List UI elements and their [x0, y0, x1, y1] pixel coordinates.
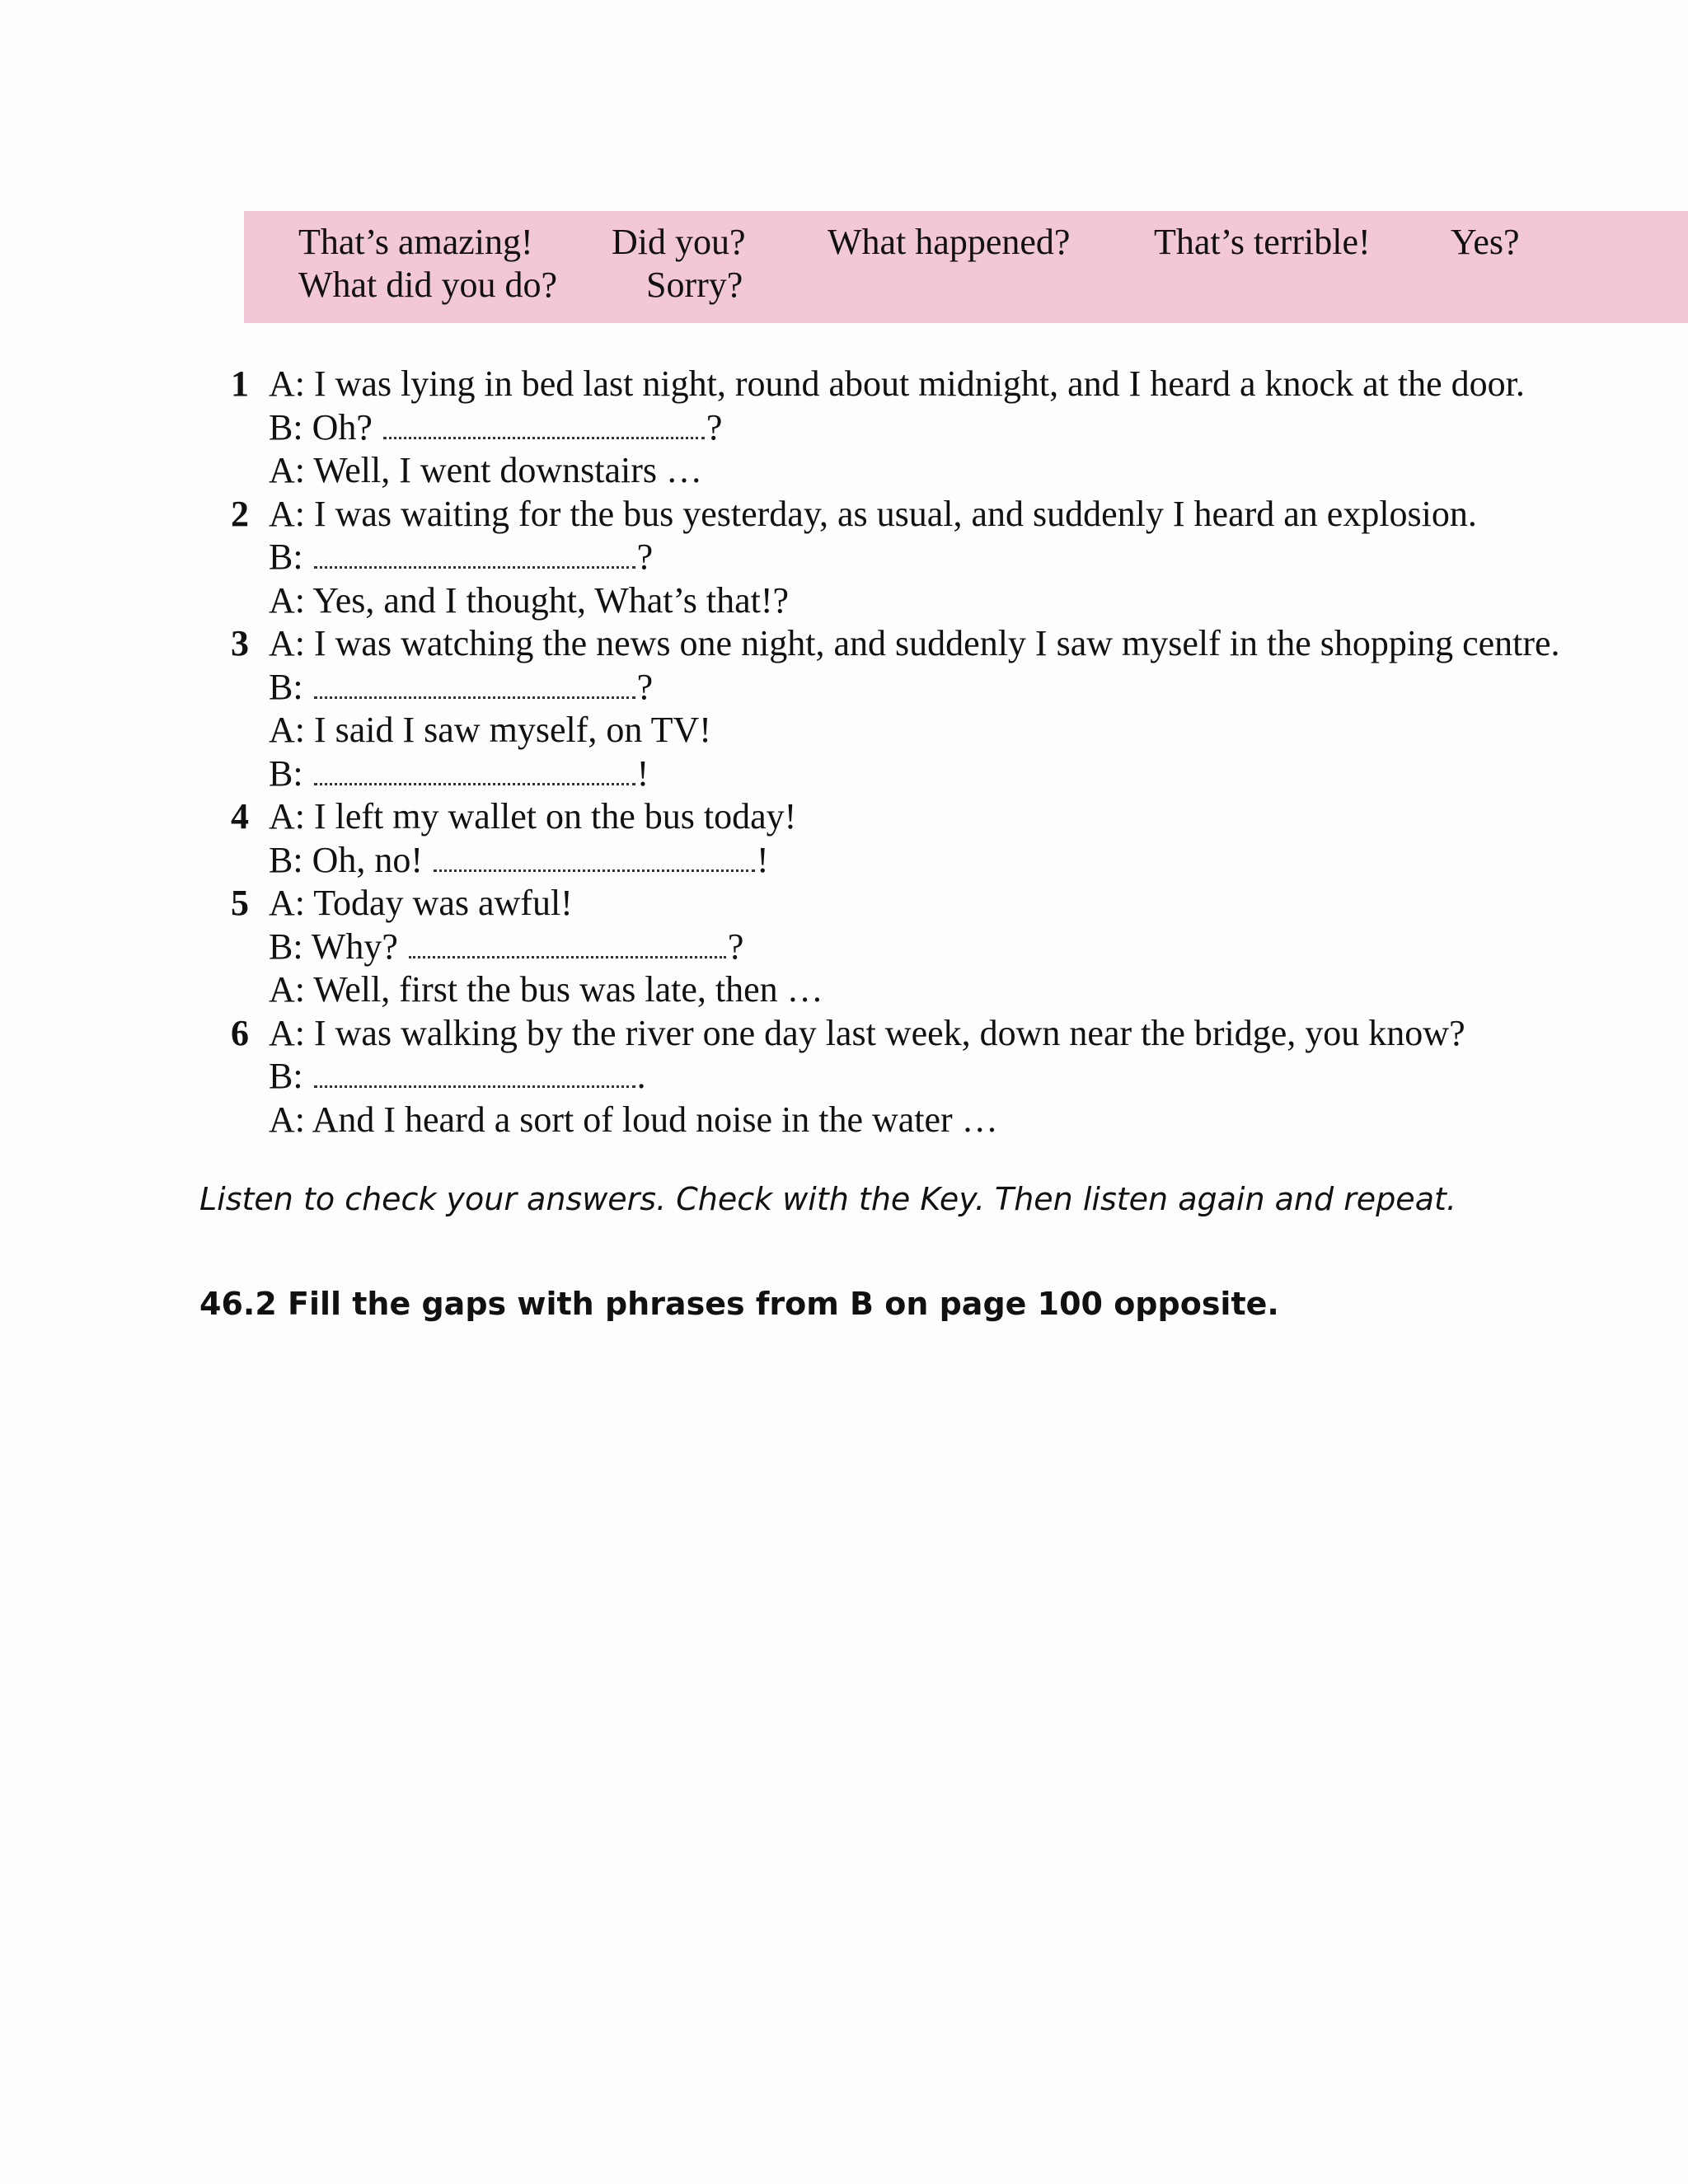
line-text: I was watching the news one night, and suddenly I saw myself in the shopping centre. [314, 623, 1560, 663]
answer-gap[interactable] [314, 670, 635, 699]
speaker-label: B: [269, 537, 303, 577]
item-number: 5 [231, 883, 249, 923]
dialogue-line [223, 839, 1673, 883]
speaker-label: B: [269, 839, 303, 880]
dialogue-line [223, 493, 1673, 537]
item-number: 1 [231, 363, 249, 404]
dialogue-line [223, 406, 1673, 450]
line-content [269, 449, 702, 493]
gap-punctuation: ! [757, 839, 769, 880]
item-number: 6 [231, 1012, 249, 1053]
line-content [269, 752, 649, 796]
phrase: Yes? [1451, 222, 1520, 262]
line-content [269, 363, 1525, 406]
speaker-label: B: [269, 926, 303, 967]
dialogue-line [223, 882, 1673, 926]
dialogue-line [223, 795, 1673, 839]
line-text: Today was awful! [313, 883, 573, 923]
line-content [269, 406, 722, 450]
gap-punctuation: ? [636, 666, 654, 707]
speaker-label: A: [269, 710, 305, 750]
line-content [269, 968, 823, 1012]
line-content [269, 926, 743, 969]
item-number: 2 [231, 493, 249, 534]
speaker-label: A: [269, 1012, 305, 1053]
line-text: Oh, no! [312, 839, 424, 880]
line-content [269, 622, 1560, 666]
line-text: I was walking by the river one day last week, down near the bridge, you know? [314, 1012, 1465, 1053]
line-text: And I heard a sort of loud noise in the water … [312, 1099, 998, 1140]
item-number: 3 [231, 623, 249, 663]
dialogue-line [223, 1055, 1673, 1099]
dialogue-line [223, 449, 1673, 493]
task-heading: 46.2 Fill the gaps with phrases from B on page 100 opposite. [199, 1286, 1279, 1322]
line-content [269, 493, 1477, 537]
gap-punctuation: ? [706, 406, 723, 448]
dialogue-line [223, 709, 1673, 752]
phrase: That’s amazing! [298, 222, 533, 262]
phrase: Sorry? [646, 265, 743, 305]
speaker-label: A: [269, 450, 305, 490]
line-text: I was waiting for the bus yesterday, as usual, and suddenly I heard an explosion. [314, 493, 1477, 534]
speaker-label: A: [269, 796, 305, 837]
speaker-label: A: [269, 579, 305, 621]
phrase: Did you? [612, 222, 746, 262]
dialogue-line [223, 752, 1673, 796]
phrase: That’s terrible! [1154, 222, 1371, 262]
line-content [269, 536, 653, 579]
dialogue-line [223, 622, 1673, 666]
line-text: Well, first the bus was late, then … [313, 969, 823, 1010]
line-content [269, 882, 573, 926]
gap-punctuation: ? [727, 926, 744, 967]
phrase: What did you do? [298, 265, 558, 305]
dialogue-line [223, 926, 1673, 969]
speaker-label: A: [269, 883, 305, 923]
item-number: 4 [231, 796, 249, 837]
speaker-label: A: [269, 493, 305, 534]
dialogue-line [223, 968, 1673, 1012]
dialogue-line [223, 579, 1673, 623]
dialogue-line [223, 536, 1673, 579]
gap-punctuation: ? [636, 537, 654, 577]
speaker-label: A: [269, 969, 305, 1010]
dialogue-exercise [223, 363, 1673, 1141]
line-text: Why? [311, 926, 398, 967]
line-content [269, 1055, 646, 1099]
line-content [269, 1012, 1465, 1056]
speaker-label: B: [269, 406, 303, 448]
speaker-label: B: [269, 1056, 303, 1096]
speaker-label: B: [269, 666, 303, 707]
dialogue-line [223, 1099, 1673, 1142]
answer-gap[interactable] [314, 540, 635, 569]
line-text: I said I saw myself, on TV! [314, 710, 711, 750]
speaker-label: B: [269, 752, 303, 794]
dialogue-line [223, 1012, 1673, 1056]
line-content [269, 666, 653, 710]
speaker-label: A: [269, 363, 305, 404]
line-content [269, 839, 769, 883]
line-content [269, 579, 789, 623]
line-content [269, 709, 711, 752]
line-text: Yes, and I thought, What’s that!? [312, 579, 790, 621]
speaker-label: A: [269, 1099, 305, 1140]
line-text: I was lying in bed last night, round about midnight, and I heard a knock at the door. [314, 363, 1525, 404]
line-text: Oh? [312, 406, 373, 448]
answer-gap[interactable] [314, 757, 635, 785]
answer-gap[interactable] [383, 410, 705, 439]
line-text: Well, I went downstairs … [313, 450, 703, 490]
gap-punctuation: ! [636, 752, 649, 794]
dialogue-line [223, 363, 1673, 406]
phrase-box [244, 211, 1688, 323]
line-content [269, 795, 796, 839]
answer-gap[interactable] [314, 1059, 635, 1088]
gap-punctuation: . [636, 1056, 646, 1096]
line-content [269, 1099, 998, 1142]
dialogue-line [223, 666, 1673, 710]
answer-gap[interactable] [409, 930, 726, 958]
answer-gap[interactable] [434, 843, 755, 872]
listening-instruction: Listen to check your answers. Check with the Key. Then listen again and repeat. [199, 1181, 1456, 1217]
speaker-label: A: [269, 623, 305, 663]
phrase: What happened? [828, 222, 1071, 262]
line-text: I left my wallet on the bus today! [314, 796, 797, 837]
